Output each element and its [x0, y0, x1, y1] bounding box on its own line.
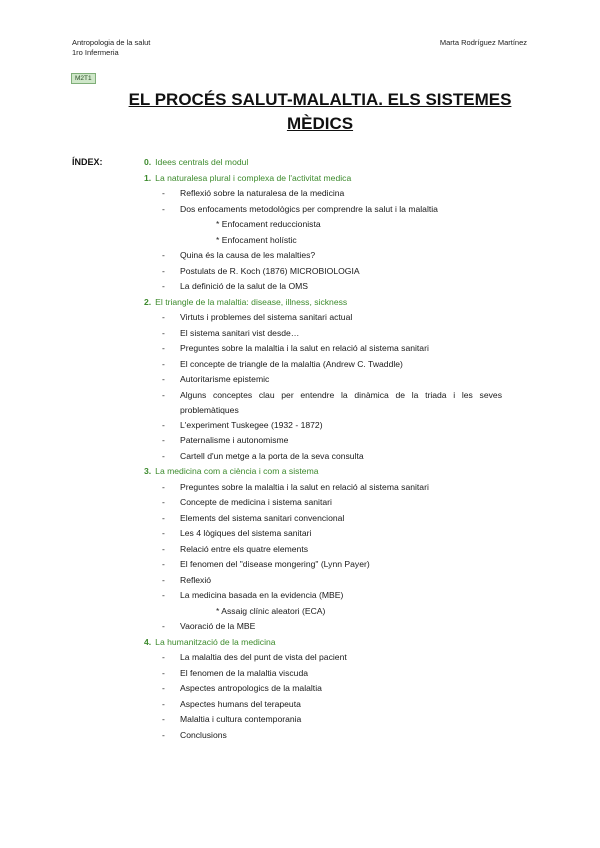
toc-item-text: Dos enfocaments metodològics per comprendre la salut i la malaltia [180, 203, 438, 214]
bullet-dash: - [162, 450, 165, 461]
bullet-dash: - [162, 590, 165, 600]
toc-item-text: L'experiment Tuskegee (1932 - 1872) [180, 419, 323, 430]
title-line-2: MÈDICS [286, 114, 354, 133]
bullet-dash: - [162, 698, 165, 709]
toc-item [144, 681, 502, 697]
bullet-dash: - [162, 188, 165, 198]
section-number: 2. [144, 296, 152, 307]
toc-item-text: Autoritarisme epistemic [180, 374, 270, 384]
bullet-dash: - [162, 343, 165, 353]
header-left [72, 38, 150, 58]
author-name: Marta Rodríguez Martínez [439, 38, 527, 47]
table-of-contents [144, 155, 502, 743]
bullet-dash: - [162, 281, 165, 291]
toc-item-text: Elements del sistema sanitari convencional [180, 512, 345, 523]
module-tag: M2T1 [71, 73, 96, 84]
toc-item-text: Malaltia i cultura contemporania [180, 714, 302, 724]
toc-item-text: La malaltia des del punt de vista del pacient [180, 652, 347, 662]
index-label: ÍNDEX: [72, 157, 103, 167]
toc-item-text: Preguntes sobre la malaltia i la salut en relació al sistema sanitari [180, 343, 429, 353]
bullet-dash: - [162, 481, 165, 492]
page-title [110, 88, 530, 136]
toc-item-text: Reflexió [180, 574, 212, 585]
toc-item [144, 480, 502, 496]
toc-item-text: El sistema sanitari vist desde… [180, 327, 300, 338]
toc-item [144, 310, 502, 326]
toc-section-heading [144, 171, 502, 187]
toc-item-text: El fenomen del "disease mongering" (Lynn Payer) [180, 559, 370, 569]
bullet-dash: - [162, 621, 165, 631]
toc-item-text: Alguns conceptes clau per entendre la dinàmica de la triada i les seves problemàtiques [180, 389, 502, 415]
toc-item [144, 341, 502, 357]
toc-item-text: Reflexió sobre la naturalesa de la medicina [180, 188, 345, 198]
toc-item [144, 202, 502, 218]
bullet-dash: - [162, 203, 165, 214]
toc-item [144, 557, 502, 573]
toc-subitem: * Enfocament reduccionista [216, 219, 321, 229]
toc-subitem: * Enfocament holístic [216, 234, 297, 245]
bullet-dash: - [162, 327, 165, 338]
section-number: 4. [144, 636, 152, 647]
bullet-dash: - [162, 559, 165, 569]
toc-item [144, 372, 502, 388]
toc-item [144, 418, 502, 434]
toc-item [144, 495, 502, 511]
bullet-dash: - [162, 574, 165, 585]
course-year: 1ro Infermeria [72, 48, 119, 57]
section-title: La naturalesa plural i complexa de l'activitat medica [155, 172, 352, 183]
bullet-dash: - [162, 512, 165, 523]
toc-item [144, 279, 502, 295]
bullet-dash: - [162, 358, 165, 369]
section-title: Idees centrals del modul [155, 157, 249, 167]
bullet-dash: - [162, 528, 165, 538]
toc-item-text: Virtuts i problemes del sistema sanitari actual [180, 312, 353, 322]
section-number: 1. [144, 172, 152, 183]
bullet-dash: - [162, 497, 165, 507]
toc-item-text: Paternalisme i autonomisme [180, 435, 289, 445]
bullet-dash: - [162, 435, 165, 445]
toc-item-text: Vaoració de la MBE [180, 621, 256, 631]
bullet-dash: - [162, 683, 165, 693]
toc-item [144, 650, 502, 666]
toc-item [144, 264, 502, 280]
toc-item-text: El fenomen de la malaltia viscuda [180, 667, 309, 678]
bullet-dash: - [162, 374, 165, 384]
toc-item [144, 666, 502, 682]
section-number: 3. [144, 466, 152, 476]
toc-item-text: Relació entre els quatre elements [180, 543, 309, 554]
toc-item-text: Preguntes sobre la malaltia i la salut en relació al sistema sanitari [180, 481, 429, 492]
toc-section-heading [144, 155, 502, 171]
bullet-dash: - [162, 265, 165, 276]
toc-item [144, 449, 502, 465]
toc-item-text: La definició de la salut de la OMS [180, 281, 309, 291]
bullet-dash: - [162, 714, 165, 724]
bullet-dash: - [162, 652, 165, 662]
toc-item [144, 619, 502, 635]
course-name: Antropologia de la salut [72, 38, 151, 47]
toc-item [144, 433, 502, 449]
toc-section-heading [144, 464, 502, 480]
toc-item-text: La medicina basada en la evidencia (MBE) [180, 590, 344, 600]
title-line-1: EL PROCÉS SALUT-MALALTIA. ELS SISTEMES [128, 90, 512, 109]
toc-item-text: Aspectes antropologics de la malaltia [180, 683, 322, 693]
section-title: La humanització de la medicina [155, 636, 276, 647]
toc-subitem: * Assaig clínic aleatori (ECA) [216, 605, 326, 616]
bullet-dash: - [162, 667, 165, 678]
toc-item [144, 511, 502, 527]
toc-item [144, 712, 502, 728]
bullet-dash: - [162, 729, 165, 740]
toc-item-text: Cartell d'un metge a la porta de la seva consulta [180, 450, 364, 461]
bullet-dash: - [162, 419, 165, 430]
toc-item-text: Les 4 lògiques del sistema sanitari [180, 528, 312, 538]
toc-item [144, 573, 502, 589]
toc-item [144, 588, 502, 604]
bullet-dash: - [162, 389, 165, 400]
toc-item [144, 186, 502, 202]
toc-item-text: Conclusions [180, 729, 227, 740]
toc-item-text: Quina és la causa de les malalties? [180, 250, 316, 260]
toc-section-heading [144, 635, 502, 651]
bullet-dash: - [162, 543, 165, 554]
bullet-dash: - [162, 250, 165, 260]
section-title: El triangle de la malaltia: disease, illness, sickness [155, 296, 348, 307]
toc-item [144, 326, 502, 342]
toc-item [144, 388, 502, 418]
toc-item [144, 248, 502, 264]
toc-item [144, 526, 502, 542]
toc-item-text: Aspectes humans del terapeuta [180, 698, 301, 709]
section-number: 0. [144, 157, 152, 167]
toc-section-heading [144, 295, 502, 311]
toc-item-text: Postulats de R. Koch (1876) MICROBIOLOGIA [180, 265, 360, 276]
section-title: La medicina com a ciència i com a sistema [155, 466, 319, 476]
toc-item [144, 697, 502, 713]
toc-item-text: Concepte de medicina i sistema sanitari [180, 497, 332, 507]
toc-item [144, 357, 502, 373]
bullet-dash: - [162, 312, 165, 322]
toc-item [144, 728, 502, 744]
toc-item-text: El concepte de triangle de la malaltia (Andrew C. Twaddle) [180, 358, 403, 369]
toc-item [144, 542, 502, 558]
